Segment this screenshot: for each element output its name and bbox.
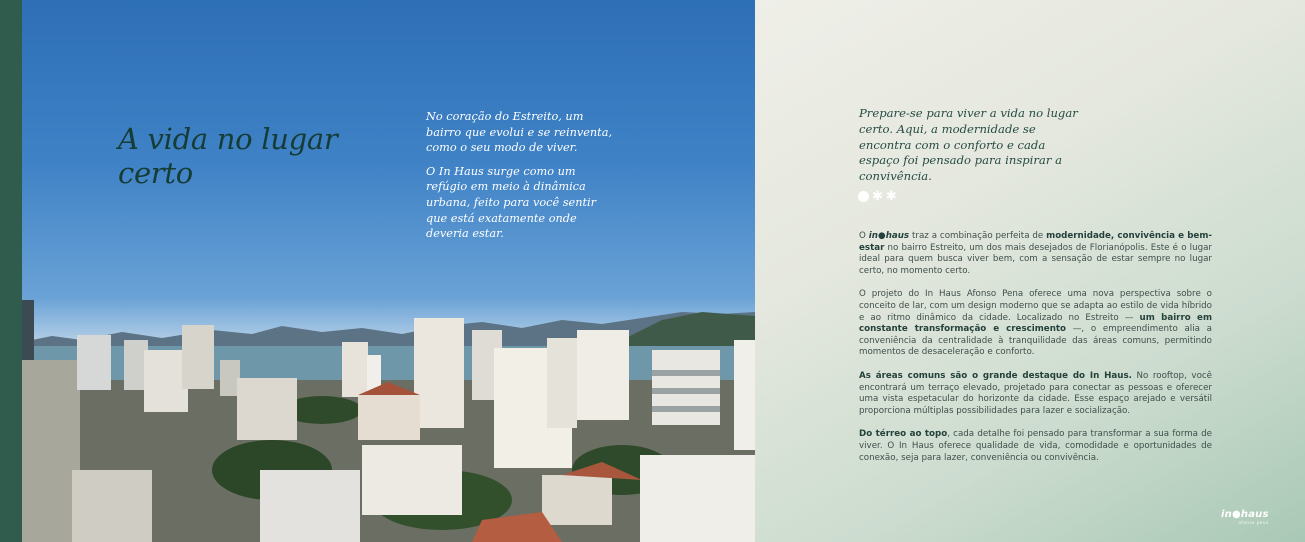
intro-text — [426, 109, 616, 250]
decorative-symbols — [858, 191, 897, 202]
brand-logo — [1221, 509, 1269, 525]
text-run: O projeto do In Haus Afonso Pena oferece uma nova perspectiva sobre o conceito de lar, com um design moderno que se adapta ao estilo de vida híbrido e ao ritmo dinâmico da cidade. Localizado no Estreito — — [859, 289, 1212, 323]
body-text — [859, 231, 1212, 476]
text-page — [755, 0, 1305, 542]
pull-quote: Prepare-se para viver a vida no lugar certo. Aqui, a modernidade se encontra com o conforto e cada espaço foi pensado para inspirar a convivência. — [859, 106, 1078, 184]
spine-bar — [0, 0, 22, 542]
brand-name: in●haus — [868, 231, 910, 241]
emphasis: As áreas comuns são o grande destaque do In Haus. — [859, 370, 1132, 381]
dot-icon — [858, 191, 869, 202]
text-run: , cada detalhe foi pensado para transformar a sua forma de viver. O In Haus oferece qualidade de vida, comodidade e oportunidades de conexão, seja para lazer, conveniência ou convivência. — [859, 429, 1212, 463]
asterisk-icon: ✱ — [885, 189, 897, 204]
intro-paragraph: No coração do Estreito, um bairro que evolui e se reinventa, como o seu modo de viver. — [426, 110, 613, 155]
emphasis: Do térreo ao topo — [859, 429, 948, 440]
headline: A vida no lugar certo — [118, 122, 338, 190]
text-run: O — [859, 231, 869, 241]
body-paragraph — [859, 429, 1212, 464]
city-photo — [22, 0, 755, 542]
intro-paragraph: O In Haus surge como um refúgio em meio à dinâmica urbana, feito para você sentir que está exatamente onde deveria estar. — [426, 164, 597, 241]
body-paragraph — [859, 289, 1212, 359]
body-paragraph — [859, 371, 1212, 417]
text-run: —, o empreendimento alia a conveniência da centralidade à tranquilidade das áreas comuns, permitindo momentos de desaceleração e conforto. — [859, 324, 1212, 358]
emphasis: modernidade, convivência e bem-estar — [859, 231, 1212, 253]
logo-wordmark: in●haus — [1221, 509, 1269, 520]
body-paragraph — [859, 231, 1212, 277]
text-run: traz a combinação perfeita de — [909, 231, 1047, 241]
emphasis: um bairro em constante transformação e crescimento — [859, 312, 1212, 335]
text-run: no bairro Estreito, um dos mais desejados de Florianópolis. Este é o lugar ideal para quem busca viver bem, com a sensação de estar sempre no lugar certo, no momento certo. — [859, 242, 1212, 276]
cityscape-illustration — [22, 0, 755, 542]
logo-tagline: afonso pena — [1238, 520, 1269, 525]
text-run: No rooftop, você encontrará um terraço elevado, projetado para conectar as pessoas e oferecer uma vista espetacular do horizonte da cidade. Esse espaço arejado e versátil proporciona múltiplas possibilidades para lazer e socialização. — [859, 370, 1212, 416]
asterisk-icon: ✱ — [872, 189, 883, 204]
